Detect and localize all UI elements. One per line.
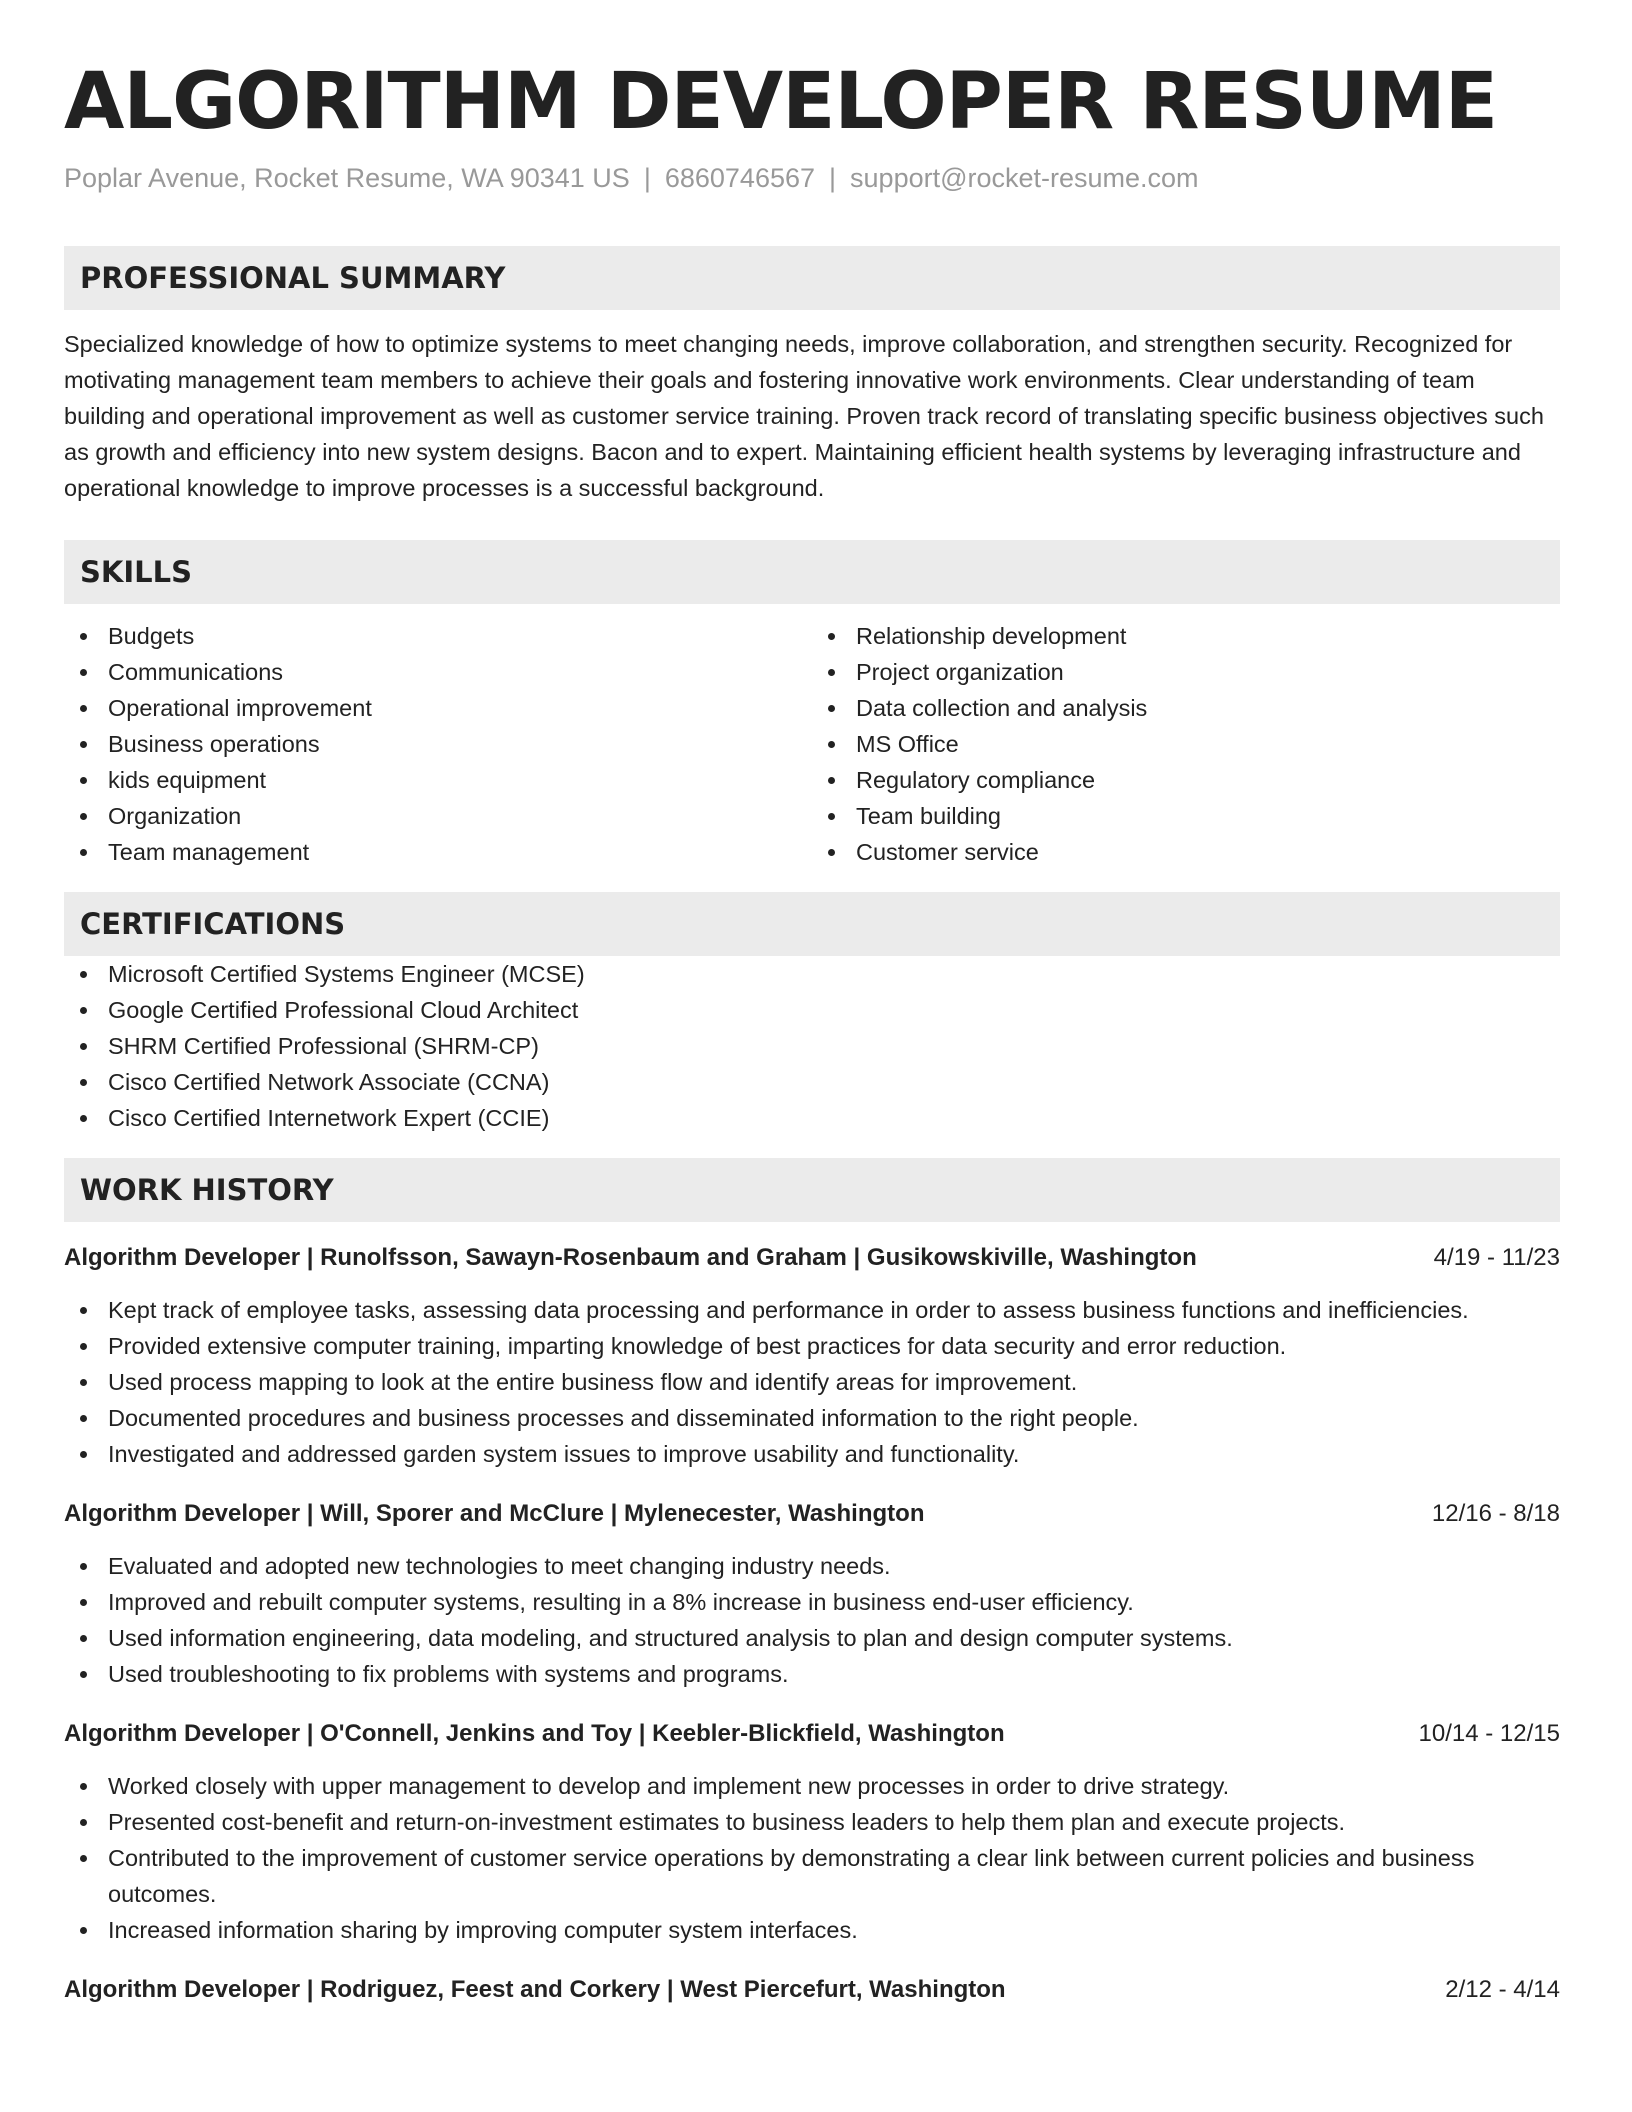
job-bullet: Used process mapping to look at the entire business flow and identify areas for improvement.: [64, 1364, 1560, 1400]
skill-item: Regulatory compliance: [812, 762, 1560, 798]
certification-item: Cisco Certified Network Associate (CCNA): [64, 1064, 1560, 1100]
job-title: Algorithm Developer | Runolfsson, Sawayn-Rosenbaum and Graham | Gusikowskiville, Washington: [64, 1244, 1197, 1271]
job-bullet: Improved and rebuilt computer systems, resulting in a 8% increase in business end-user efficiency.: [64, 1584, 1560, 1620]
contact-separator: |: [643, 163, 651, 193]
job-title-row: [64, 1716, 1560, 1752]
job-bullet: Provided extensive computer training, imparting knowledge of best practices for data security and error reduction.: [64, 1328, 1560, 1364]
contact-email: support@rocket-resume.com: [850, 163, 1199, 193]
job-bullets: [64, 1292, 1560, 1472]
skills-columns: [64, 618, 1560, 870]
job-title-row: [64, 1972, 1560, 2008]
job-bullet: Documented procedures and business processes and disseminated information to the right people.: [64, 1400, 1560, 1436]
skill-item: Data collection and analysis: [812, 690, 1560, 726]
job-bullet: Presented cost-benefit and return-on-investment estimates to business leaders to help them plan and execute projects.: [64, 1804, 1560, 1840]
job-dates: 12/16 - 8/18: [1431, 1500, 1560, 1527]
job-entry: [64, 1240, 1560, 1472]
skill-item: Customer service: [812, 834, 1560, 870]
job-title: Algorithm Developer | O'Connell, Jenkins and Toy | Keebler-Blickfield, Washington: [64, 1720, 1005, 1747]
resume-title: ALGORITHM DEVELOPER RESUME: [64, 57, 1498, 147]
skills-left-list: [64, 618, 812, 870]
skill-item: Operational improvement: [64, 690, 812, 726]
contact-address: Poplar Avenue, Rocket Resume, WA 90341 US: [64, 163, 630, 193]
skill-item: Organization: [64, 798, 812, 834]
certification-item: Microsoft Certified Systems Engineer (MCSE): [64, 956, 1560, 992]
section-header-skills: SKILLS: [64, 540, 1560, 604]
job-bullet: Evaluated and adopted new technologies to meet changing industry needs.: [64, 1548, 1560, 1584]
job-bullet: Investigated and addressed garden system issues to improve usability and functionality.: [64, 1436, 1560, 1472]
skill-item: MS Office: [812, 726, 1560, 762]
summary-text: Specialized knowledge of how to optimize systems to meet changing needs, improve collaboration, and strengthen security. Recognized for motivating management team members to achieve their goals and fostering innovative work environments. Clear understanding of team building and operational improvement as well as customer service training. Proven track record of translating specific business objectives such as growth and efficiency into new system designs. Bacon and to expert. Maintaining efficient health systems by leveraging infrastructure and operational knowledge to improve processes is a successful background.: [64, 331, 1544, 501]
job-title: Algorithm Developer | Will, Sporer and McClure | Mylenecester, Washington: [64, 1500, 925, 1527]
job-bullet: Increased information sharing by improving computer system interfaces.: [64, 1912, 1560, 1948]
job-bullet: Contributed to the improvement of customer service operations by demonstrating a clear link between current policies and business outcomes.: [64, 1840, 1560, 1912]
certification-item: SHRM Certified Professional (SHRM-CP): [64, 1028, 1560, 1064]
job-title-row: [64, 1496, 1560, 1532]
skill-item: Communications: [64, 654, 812, 690]
section-header-work-history: WORK HISTORY: [64, 1158, 1560, 1222]
contact-phone: 6860746567: [664, 163, 816, 193]
job-bullet: Worked closely with upper management to develop and implement new processes in order to drive strategy.: [64, 1768, 1560, 1804]
job-entry: [64, 1972, 1560, 2008]
job-bullets: [64, 1548, 1560, 1692]
skill-item: kids equipment: [64, 762, 812, 798]
certification-item: Cisco Certified Internetwork Expert (CCIE): [64, 1100, 1560, 1136]
skill-item: Budgets: [64, 618, 812, 654]
job-entry: [64, 1716, 1560, 1948]
skills-right-list: [812, 618, 1560, 870]
job-bullets: [64, 1768, 1560, 1948]
job-bullet: Kept track of employee tasks, assessing data processing and performance in order to assess business functions and inefficiencies.: [64, 1292, 1560, 1328]
skill-item: Relationship development: [812, 618, 1560, 654]
section-header-summary: PROFESSIONAL SUMMARY: [64, 246, 1560, 310]
job-bullet: Used troubleshooting to fix problems with systems and programs.: [64, 1656, 1560, 1692]
certification-item: Google Certified Professional Cloud Architect: [64, 992, 1560, 1028]
skill-item: Business operations: [64, 726, 812, 762]
contact-line: [64, 160, 1560, 196]
resume-page: [64, 0, 1560, 2008]
job-title-row: [64, 1240, 1560, 1276]
job-dates: 2/12 - 4/14: [1445, 1976, 1560, 2003]
job-dates: 10/14 - 12/15: [1418, 1720, 1560, 1747]
job-title: Algorithm Developer | Rodriguez, Feest and Corkery | West Piercefurt, Washington: [64, 1976, 1006, 2003]
job-dates: 4/19 - 11/23: [1433, 1244, 1560, 1271]
contact-separator: |: [829, 163, 837, 193]
skill-item: Team management: [64, 834, 812, 870]
job-bullet: Used information engineering, data modeling, and structured analysis to plan and design computer systems.: [64, 1620, 1560, 1656]
certifications-list: [64, 956, 1560, 1136]
section-header-certifications: CERTIFICATIONS: [64, 892, 1560, 956]
skill-item: Project organization: [812, 654, 1560, 690]
job-entry: [64, 1496, 1560, 1692]
skill-item: Team building: [812, 798, 1560, 834]
